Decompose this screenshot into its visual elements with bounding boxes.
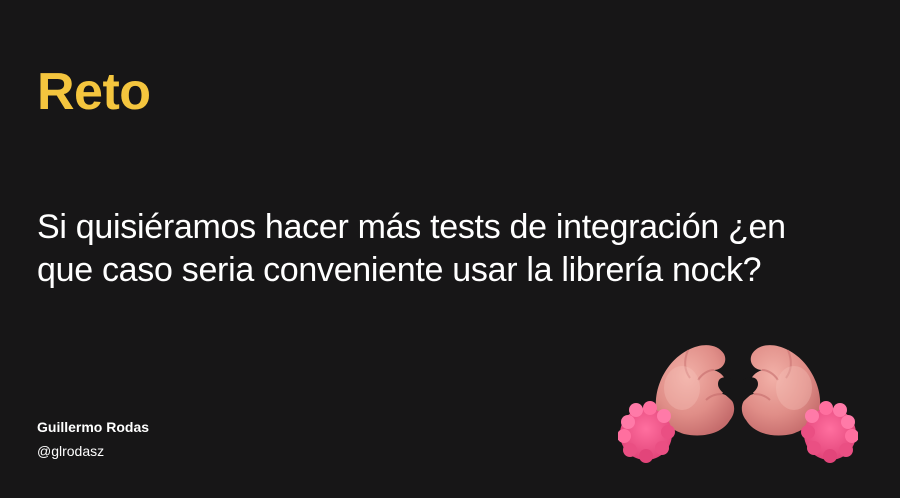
author-name: Guillermo Rodas [37, 419, 150, 435]
heart-hands-icon [618, 330, 858, 470]
slide-title: Reto [37, 63, 151, 121]
right-cuff [801, 401, 858, 463]
author-handle: @glrodasz [37, 443, 105, 459]
left-cuff [618, 401, 675, 463]
challenge-question: Si quisiéramos hacer más tests de integración ¿en que caso seria conveniente usar la librería nock? [37, 208, 786, 289]
